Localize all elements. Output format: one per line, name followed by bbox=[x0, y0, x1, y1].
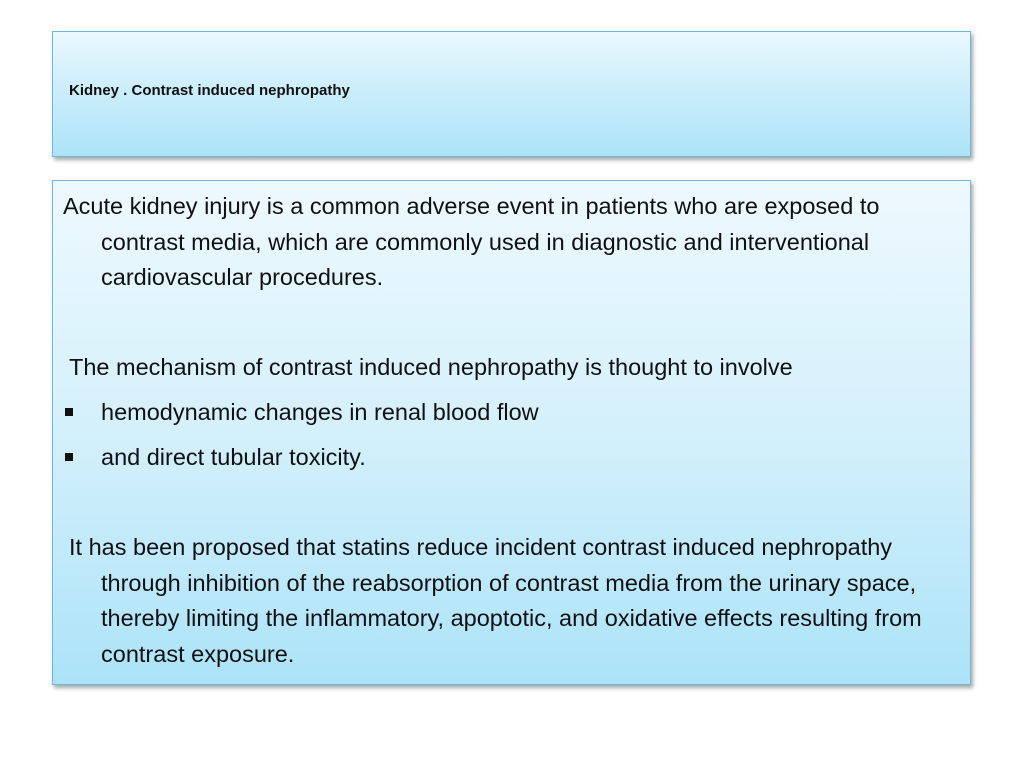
bullet-text: and direct tubular toxicity. bbox=[101, 444, 366, 470]
paragraph-mechanism: The mechanism of contrast induced nephropathy is thought to involve bbox=[69, 354, 793, 380]
square-bullet-icon bbox=[65, 453, 73, 461]
paragraph-acute-kidney-injury: Acute kidney injury is a common adverse event in patients who are exposed to contrast media, which are commonly used in diagnostic and interventional cardiovascular procedures. bbox=[63, 193, 880, 290]
title-box bbox=[52, 31, 971, 157]
slide-title: Kidney . Contrast induced nephropathy bbox=[69, 82, 350, 99]
content-box bbox=[52, 180, 971, 685]
square-bullet-icon bbox=[65, 408, 73, 416]
bullet-text: hemodynamic changes in renal blood flow bbox=[101, 399, 539, 425]
paragraph-statins: It has been proposed that statins reduce incident contrast induced nephropathy through inhibition of the reabsorption of contrast media from the urinary space, thereby limiting the inflammatory, apoptotic, and oxidative effects resulting from contrast exposure. bbox=[69, 534, 922, 667]
